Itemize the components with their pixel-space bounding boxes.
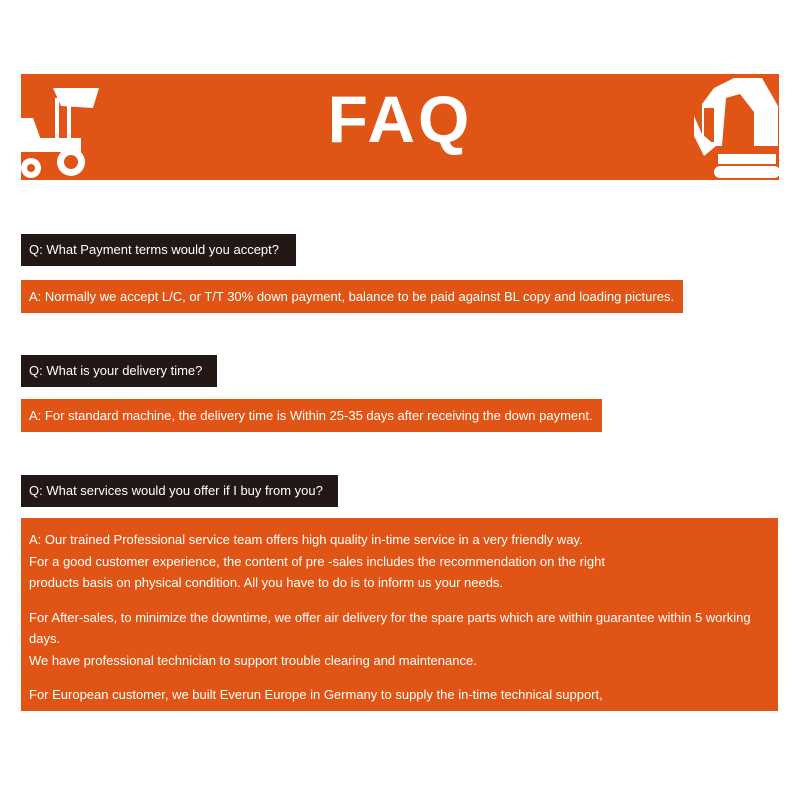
faq-answer-3 (21, 518, 778, 724)
faq-question-3: Q: What services would you offer if I buy from you? (21, 475, 338, 507)
answer-line: A: Our trained Professional service team offers high quality in-time service in a very friendly way. (29, 532, 583, 547)
answer-line: For After-sales, to minimize the downtime, we offer air delivery for the spare parts which are within guarantee within 5 working days. (29, 609, 751, 646)
answer-line: For a good customer experience, the content of pre -sales includes the recommendation on the right (29, 553, 605, 569)
excavator-icon (694, 76, 779, 180)
answer-paragraph (29, 684, 778, 727)
faq-answer-2: A: For standard machine, the delivery time is Within 25-35 days after receiving the down payment. (21, 399, 602, 432)
faq-question-1: Q: What Payment terms would you accept? (21, 234, 296, 266)
answer-line: and machine trial run and spare parts delivery. (29, 708, 296, 724)
faq-banner (21, 74, 779, 180)
answer-line: We have professional technician to support trouble clearing and maintenance. (29, 652, 477, 668)
faq-answer-1: A: Normally we accept L/C, or T/T 30% down payment, balance to be paid against BL copy and loading pictures. (21, 280, 683, 313)
answer-paragraph (29, 607, 778, 672)
answer-line: For European customer, we built Everun Europe in Germany to supply the in-time technical support, (29, 687, 603, 702)
answer-line: products basis on physical condition. All you have to do is to inform us your needs. (29, 575, 504, 590)
answer-paragraph (29, 529, 778, 594)
banner-title: FAQ (327, 82, 473, 156)
faq-question-2: Q: What is your delivery time? (21, 355, 217, 387)
